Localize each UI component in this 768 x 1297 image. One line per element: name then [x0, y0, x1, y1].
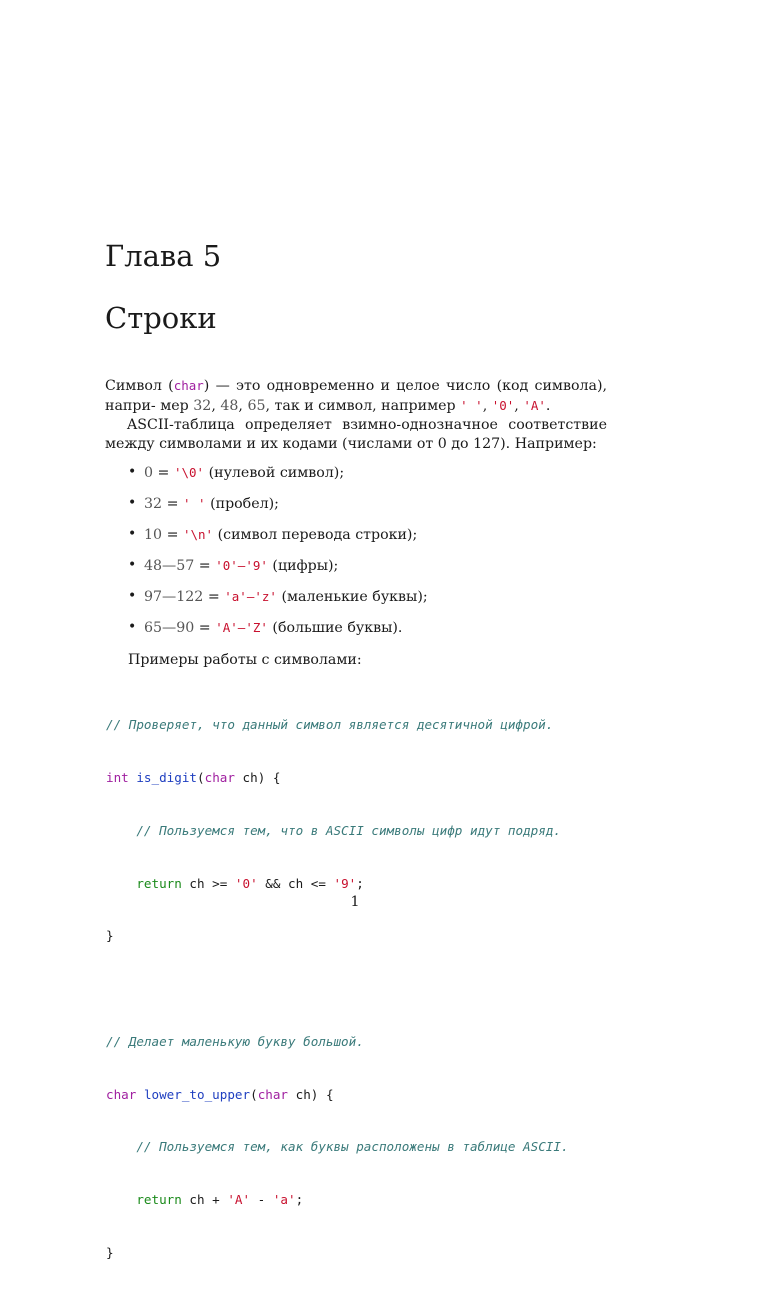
list-item-char-literal: 'A'—'Z' [215, 620, 268, 635]
code-blank-line [106, 980, 569, 998]
code-function-name: lower_to_upper [143, 1086, 251, 1102]
code-function-name: is_digit [136, 769, 198, 785]
list-item [128, 618, 428, 649]
list-item [128, 494, 428, 525]
code-text: ch) { [288, 1086, 334, 1102]
text-fragment: , [211, 398, 221, 414]
number-48: 48 [220, 398, 239, 414]
code-line [106, 1191, 569, 1209]
chapter-label: Глава 5 [105, 239, 222, 273]
list-item-equals: = [203, 589, 225, 605]
code-line: int is_digit(char ch) { [106, 769, 281, 785]
code-text: ch + [181, 1192, 228, 1208]
code-line [106, 822, 569, 840]
code-return-keyword: return [136, 875, 182, 891]
code-text: ch) { [234, 769, 281, 785]
code-return-keyword: return [136, 1192, 182, 1208]
list-item-code-number: 32 [144, 496, 163, 512]
code-literal-zero: '0' [491, 398, 515, 413]
code-line: char lower_to_upper(char ch) { [106, 1086, 334, 1102]
code-line [106, 875, 569, 893]
list-item-description: (символ перевода строки); [213, 527, 418, 543]
number-32: 32 [193, 398, 212, 414]
list-item-char-literal: 'a'—'z' [224, 589, 277, 604]
list-item-equals: = [194, 558, 216, 574]
code-text: } [106, 1245, 114, 1260]
list-item-description: (цифры); [267, 558, 339, 574]
bullet-icon: • [128, 557, 137, 573]
paragraph-char-definition [105, 376, 607, 416]
bullet-icon: • [128, 588, 137, 604]
code-type-keyword: char [257, 1086, 289, 1102]
code-literal-a-upper: 'A' [523, 398, 546, 413]
bullet-icon: • [128, 526, 137, 542]
code-string-literal: 'a' [272, 1192, 296, 1208]
code-line [106, 716, 569, 734]
code-line [106, 927, 569, 945]
chapter-title: Строки [105, 301, 217, 335]
list-item-code-number: 10 [144, 527, 163, 543]
list-item-code-number: 48—57 [144, 558, 195, 574]
list-item-equals: = [162, 527, 183, 543]
examples-intro: Примеры работы с символами: [128, 652, 362, 668]
paragraph-ascii-table: ASCII-таблица определяет взимно-однозначное соответствие между символами и их кодами (числами от 0 до 127). Например: [105, 417, 607, 452]
number-65: 65 [247, 398, 266, 414]
code-text: ; [295, 1192, 304, 1208]
bullet-icon: • [128, 619, 137, 635]
bullet-icon: • [128, 495, 137, 511]
code-text: } [106, 928, 114, 944]
code-line [106, 1033, 569, 1051]
ascii-examples-list [128, 463, 428, 649]
code-listing [106, 681, 569, 1297]
code-comment: // Пользуемся тем, что в ASCII символы цифр идут подряд. [136, 822, 561, 838]
code-type-keyword: char [106, 1086, 137, 1102]
code-text: && ch <= [257, 875, 334, 891]
list-item [128, 587, 428, 618]
code-text: - [250, 1192, 273, 1208]
code-text: ; [356, 875, 364, 891]
list-item-code-number: 65—90 [144, 620, 195, 636]
code-string-literal: 'A' [227, 1192, 251, 1208]
text-fragment: ) — это одновременно и целое число (код символа), напри- мер [105, 378, 607, 414]
list-item-description: (нулевой символ); [204, 465, 345, 481]
code-string-literal: '0' [234, 875, 258, 891]
code-line [106, 1138, 569, 1156]
list-item-char-literal: '\n' [182, 527, 214, 542]
code-text: ch >= [181, 875, 235, 891]
code-type-keyword: char [204, 769, 235, 785]
list-item-code-number: 0 [144, 465, 154, 481]
text-fragment: , [238, 398, 248, 414]
list-item [128, 463, 428, 494]
code-comment: // Пользуемся тем, как буквы расположены в таблице ASCII. [136, 1139, 569, 1155]
list-item-equals: = [153, 465, 174, 481]
list-item-equals: = [162, 496, 183, 512]
list-item-char-literal: '0'—'9' [215, 558, 268, 573]
text-fragment: , [514, 398, 524, 414]
list-item [128, 525, 428, 556]
list-item-description: (пробел); [205, 496, 279, 512]
list-item-code-number: 97—122 [144, 589, 204, 605]
list-item [128, 556, 428, 587]
list-item-char-literal: '\0' [173, 465, 205, 480]
code-string-literal: '9' [333, 875, 357, 891]
text-fragment: , так и символ, например [265, 398, 461, 414]
code-comment: // Делает маленькую букву большой. [106, 1033, 364, 1049]
intro-text [105, 376, 607, 454]
page-number: 1 [350, 894, 360, 910]
bullet-icon: • [128, 464, 137, 480]
code-char-keyword: char [173, 378, 204, 393]
code-line [106, 1244, 569, 1262]
text-fragment: . [545, 398, 551, 414]
list-item-char-literal: ' ' [182, 496, 206, 511]
code-literal-space: ' ' [460, 398, 483, 413]
code-type-keyword: int [106, 769, 129, 785]
list-item-description: (большие буквы). [267, 620, 403, 636]
code-comment: // Проверяет, что данный символ является десятичной цифрой. [106, 717, 554, 733]
list-item-equals: = [194, 620, 216, 636]
list-item-description: (маленькие буквы); [276, 589, 428, 605]
text-fragment: , [482, 398, 492, 414]
text-fragment: Символ ( [105, 378, 174, 394]
